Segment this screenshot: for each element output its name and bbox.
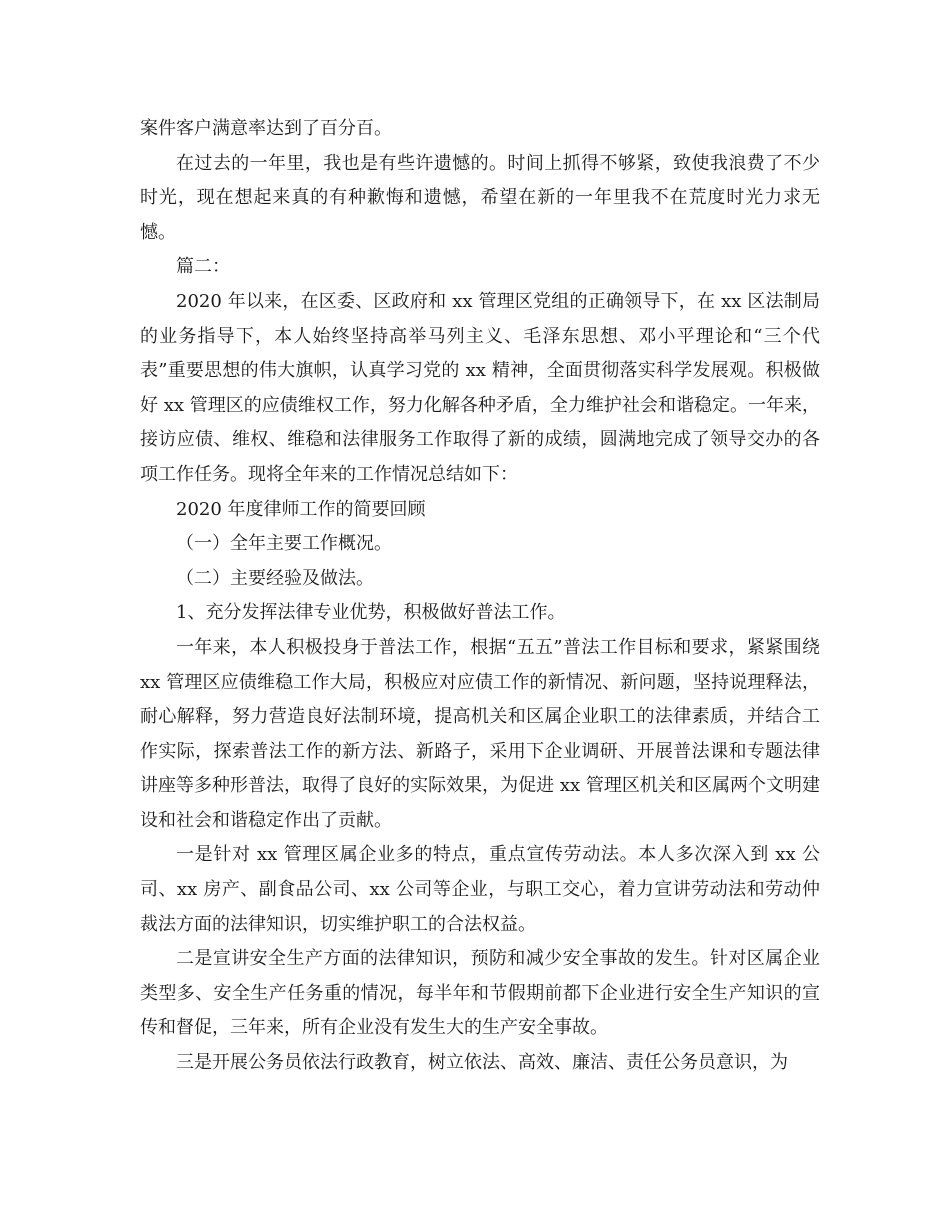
heading-annual-review: 2020 年度律师工作的简要回顾 [176,498,426,520]
heading-overview: （一）全年主要工作概况。 [176,533,392,555]
paragraph-labor-law: 一是针对 xx 管理区属企业多的特点，重点宣传劳动法。本人多次深入到 xx 公司、xx 房产、副食品公司、xx 公司等企业，与职工交心，着力宣讲劳动法和劳动仲裁法方面的法律知识，切实维护职工的合法权益。 [140,844,820,935]
paragraph-civil-servant: 三是开展公务员依法行政教育，树立依法、高效、廉洁、责任公务员意识，为 [176,1052,788,1074]
paragraph-legal-education: 一年来，本人积极投身于普法工作，根据“五五”普法工作目标和要求，紧紧围绕 xx 管理区应债维稳工作大局，积极应对应债工作的新情况、新问题，坚持说理释法，耐心解释，努力营造良好法制环境，提高机关和区属企业职工的法律素质，并结合工作实际，探索普法工作的新方法、新路子，采用下企业调研、开展普法课和专题法律讲座等多种形普法，取得了良好的实际效果，为促进 xx 管理区机关和区属两个文明建设和社会和谐稳定作出了贡献。 [140,636,826,831]
document-body [140,112,826,1081]
heading-point-one: 1、充分发挥法律专业优势，积极做好普法工作。 [176,602,566,624]
paragraph-regrets: 在过去的一年里，我也是有些许遗憾的。时间上抓得不够紧，致使我浪费了不少时光，现在想起来真的有种歉悔和遗憾，希望在新的一年里我不在荒度时光力求无憾。 [140,152,820,243]
paragraph-safety-law: 二是宣讲安全生产方面的法律知识，预防和减少安全事故的发生。针对区属企业类型多、安全生产任务重的情况，每半年和节假期前都下企业进行安全生产知识的宣传和督促，三年来，所有企业没有发生大的生产安全事故。 [140,948,820,1039]
heading-experience: （二）主要经验及做法。 [176,567,374,589]
paragraph-continuation: 案件客户满意率达到了百分百。 [140,118,392,139]
paragraph-intro: 2020 年以来，在区委、区政府和 xx 管理区党组的正确领导下，在 xx 区法制局的业务指导下，本人始终坚持高举马列主义、毛泽东思想、邓小平理论和“三个代表”重要思想的伟大旗帜，认真学习党的 xx 精神，全面贯彻落实科学发展观。积极做好 xx 管理区的应债维权工作，努力化解各种矛盾，全力维护社会和谐稳定。一年来，接访应债、维权、维稳和法律服务工作取得了新的成绩，圆满地完成了领导交办的各项工作任务。现将全年来的工作情况总结如下： [140,290,820,485]
section-heading-part-two: 篇二： [176,256,230,278]
